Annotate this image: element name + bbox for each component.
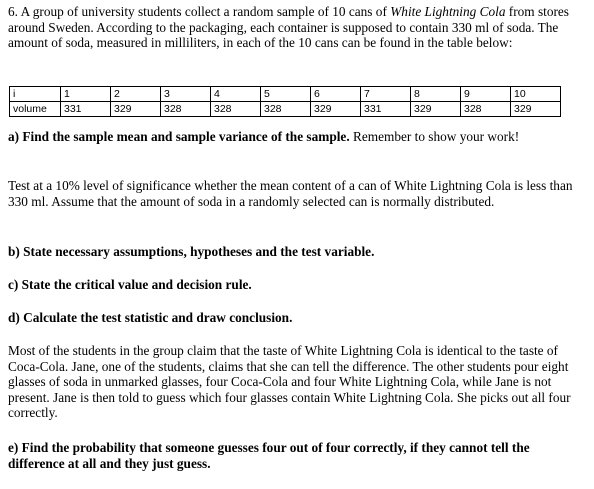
volume-cell: 328 — [161, 102, 211, 117]
question-e: e) Find the probability that someone guesses four out of four correctly, if they cannot tell the difference at all and they just guess. — [8, 440, 530, 471]
brand-name: White Lightning Cola — [390, 4, 506, 19]
question-a-normal: Remember to show your work! — [349, 129, 520, 144]
volume-cell: 331 — [361, 102, 411, 117]
volume-cell: 329 — [511, 102, 561, 117]
volume-cell: 331 — [61, 102, 111, 117]
volume-cell: 329 — [111, 102, 161, 117]
volume-table-body — [10, 87, 561, 117]
volume-cell: 329 — [411, 102, 461, 117]
index-cell: 6 — [311, 87, 361, 102]
volume-cell: 328 — [211, 102, 261, 117]
volume-header-cell: volume — [10, 102, 61, 117]
intro-suffix: from stores around Sweden. According to the packaging, each container is supposed to contain 330 ml of soda. The amount of soda, measured in milliliters, in each of the 10 cans can be found in the table below: — [8, 4, 569, 51]
index-cell: 10 — [511, 87, 561, 102]
index-cell: 7 — [361, 87, 411, 102]
volume-cell: 328 — [461, 102, 511, 117]
question-a — [8, 129, 583, 145]
index-cell: 5 — [261, 87, 311, 102]
index-cell: 3 — [161, 87, 211, 102]
index-cell: 4 — [211, 87, 261, 102]
test-instructions: Test at a 10% level of significance whether the mean content of a can of White Lightning Cola is less than 330 ml. Assume that the amount of soda in a randomly selected can is normally distributed. — [8, 178, 573, 209]
volume-table — [9, 86, 561, 117]
question-c: c) State the critical value and decision rule. — [8, 277, 252, 292]
volume-cell: 328 — [261, 102, 311, 117]
volume-row — [10, 102, 561, 117]
problem-intro — [8, 4, 583, 51]
index-row — [10, 87, 561, 102]
intro-prefix: 6. A group of university students collect a random sample of 10 cans of — [8, 4, 391, 19]
index-cell: 9 — [461, 87, 511, 102]
index-cell: 1 — [61, 87, 111, 102]
question-d: d) Calculate the test statistic and draw conclusion. — [8, 310, 293, 325]
index-cell: 8 — [411, 87, 461, 102]
volume-cell: 329 — [311, 102, 361, 117]
index-header-cell: i — [10, 87, 61, 102]
index-cell: 2 — [111, 87, 161, 102]
question-a-bold: a) Find the sample mean and sample variance of the sample. — [8, 129, 350, 144]
taste-test-story: Most of the students in the group claim that the taste of White Lightning Cola is identical to the taste of Coca-Cola. Jane, one of the students, claims that she can tell the difference. The other students pour eight glasses of soda in unmarked glasses, four Coca-Cola and four White Lightning Cola, while Jane is not present. Jane is then told to guess which four glasses contain White Lightning Cola. She picks out all four correctly. — [8, 343, 571, 421]
question-b: b) State necessary assumptions, hypotheses and the test variable. — [8, 244, 375, 259]
